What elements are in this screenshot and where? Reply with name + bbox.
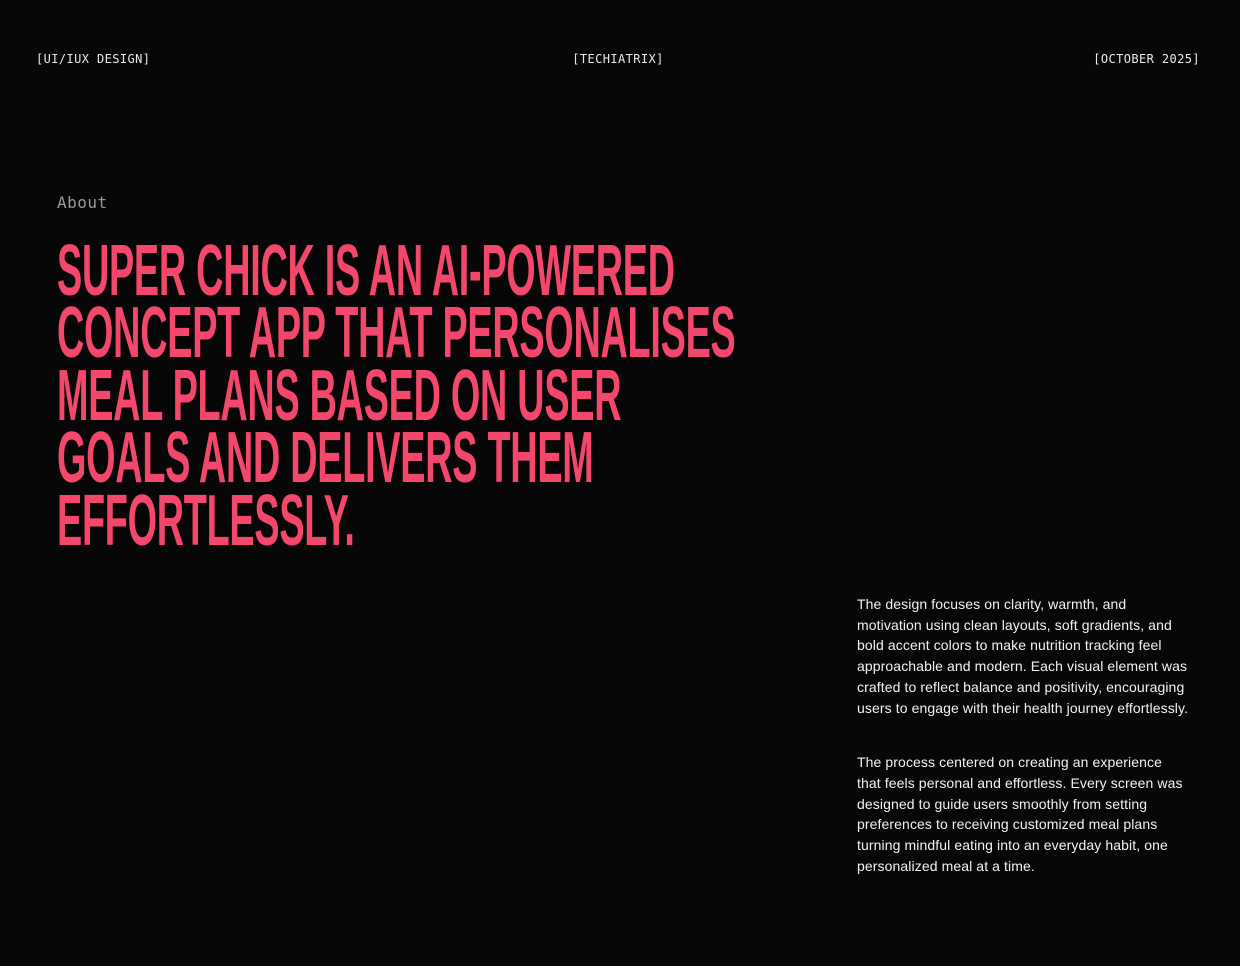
headline-line-1: SUPER CHICK IS AN AI-POWERED <box>57 231 675 311</box>
headline-line-2: CONCEPT APP THAT PERSONALISES <box>57 293 736 374</box>
headline-line-5: EFFORTLESSLY. <box>57 480 355 561</box>
project-type-label: [UI/IUX DESIGN] <box>36 52 151 66</box>
headline <box>57 231 736 561</box>
headline-line-4: GOALS AND DELIVERS THEM <box>57 418 594 499</box>
process-paragraph: The process centered on creating an experience that feels personal and effortless. Every screen was designed to guide users smoothly from setting preferences to receiving customized meal plans turning mindful eating into an everyday habit, one personalized meal at a time. <box>857 754 1183 874</box>
headline-line-3: MEAL PLANS BASED ON USER <box>57 355 622 436</box>
about-eyebrow-label: About <box>57 193 108 212</box>
top-bar <box>36 51 1200 67</box>
date-label: [OCTOBER 2025] <box>1093 52 1200 66</box>
design-paragraph: The design focuses on clarity, warmth, and motivation using clean layouts, soft gradients, and bold accent colors to make nutrition tracking feel approachable and modern. Each visual element was crafted to reflect balance and positivity, encouraging users to engage with their health journey effortlessly. <box>857 596 1189 716</box>
description-column <box>857 594 1189 876</box>
brand-label: [TECHIATRIX] <box>572 52 664 66</box>
